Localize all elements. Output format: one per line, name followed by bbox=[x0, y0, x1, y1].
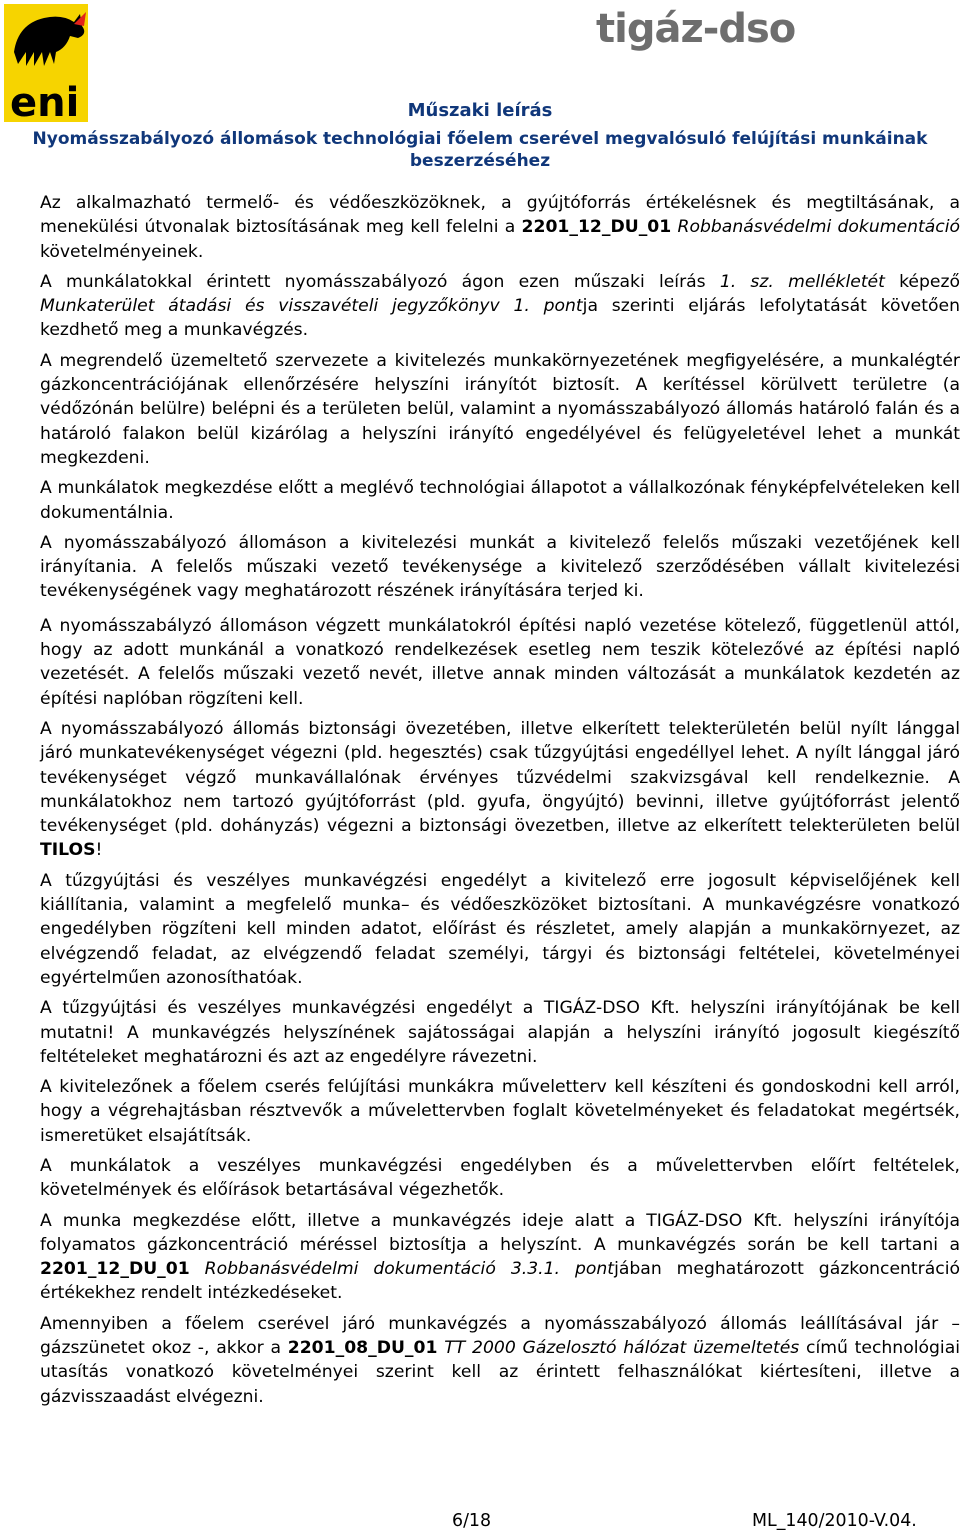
document-title: Műszaki leírás bbox=[407, 100, 553, 121]
paragraph: A nyomásszabályozó állomáson a kivitelezési munkát a kivitelező felelős műszaki vezetőjének kell irányítania. A felelős műszaki vezető tevékenysége a kivitelező szerződésében vállalt kivitelezési tevékenységének vagy meghatározott részének irányítására terjed ki. bbox=[40, 532, 960, 602]
paragraph: A nyomásszabályzó állomáson végzett munkálatokról építési napló vezetése kötelező, függetlenül attól, hogy az adott munkánál a vonatkozó rendelkezések esetleg nem teszik kötelezővé az építési napló vezetését. A felelős műszaki vezető nevét, illetve annak minden változását a munkálatok kezdetén az építési naplóban rögzíteni kell. bbox=[40, 615, 960, 709]
paragraph: A kivitelezőnek a főelem cserés felújítási munkákra műveletterv kell készíteni és gondoskodni kell arról, hogy a végrehajtásban résztvevők a művelettervben foglalt követelményeket és feladatokat megértsék, ismeretüket elsajátítsák. bbox=[40, 1077, 960, 1146]
paragraph: A munkálatok a veszélyes munkavégzési engedélyben és a művelettervben előírt feltételek, követelmények és előírások betartásával végezhetők. bbox=[40, 1155, 960, 1201]
paragraph: A munkálatok megkezdése előtt a meglévő technológiai állapotot a vállalkozónak fényképfelvételeken kell dokumentálnia. bbox=[40, 478, 960, 523]
paragraph: A tűzgyújtási és veszélyes munkavégzési engedélyt a TIGÁZ-DSO Kft. helyszíni irányítójának be kell mutatni! A munkavégzés helyszínének sajátosságai alapján a helyszíni irányító jogosult kiegészítő feltételeket meghatározni és azt az engedélyre rávezetni. bbox=[40, 998, 960, 1067]
document-subtitle-continued: beszerzéséhez bbox=[409, 151, 551, 171]
document-subtitle: Nyomásszabályozó állomások technológiai főelem cserével megvalósuló felújítási munkáinak bbox=[32, 129, 928, 149]
paragraph: A munka megkezdése előtt, illetve a munkavégzés ideje alatt a TIGÁZ-DSO Kft. helyszíni irányítója folyamatos gázkoncentráció méréssel biztosítja a helyszínt. A munkavégzés során be kell tartani a 2201_12_DU_01 Robbanásvédelmi dokumentáció 3.3.1. pontjában meghatározott gázkoncentráció értékekhez rendelt intézkedéseket. bbox=[40, 1210, 960, 1304]
paragraph: A megrendelő üzemeltető szervezete a kivitelezés munkakörnyezetének megfigyelésére, a munkalégtér gázkoncentrációjának ellenőrzésére helyszíni irányítót biztosít. A kerítéssel körülvett területre (a védőzónán belülre) belépni és a területen belül, valamint a nyomásszabályozó állomás határoló falán és a határoló falakon belül kizárólag a helyszíni irányító engedélyével és felügyeletével lehet a munkát megkezdeni. bbox=[40, 350, 960, 468]
paragraph: A munkálatokkal érintett nyomásszabályozó ágon ezen műszaki leírás 1. sz. mellékletét képező Munkaterület átadási és visszavételi jegyzőkönyv 1. pontja szerinti eljárás lefolytatását követően kezdhető meg a munkavégzés. bbox=[40, 271, 960, 341]
tigaz-dso-logo bbox=[596, 4, 796, 54]
document-code: ML_140/2010-V.04. bbox=[752, 1511, 917, 1531]
document-body bbox=[40, 191, 960, 1415]
paragraph: A nyomásszabályozó állomás biztonsági övezetében, illetve elkerített telekterületén belül nyílt lánggal járó munkatevékenységet végezni (pld. hegesztés) csak tűzgyújtási engedéllyel lehet. A nyílt lánggal járó tevékenységet végző munkavállalónak érvényes tűzvédelmi szakvizsgával kell rendelkeznie. A munkálatokhoz nem tartozó gyújtóforrást (pld. gyufa, öngyújtó) bevinni, illetve gyújtóforrást jelentő tevékenységet (pld. dohányzás) végezni a biztonsági övezetben, illetve az elkerített telekterületen belül TILOS! bbox=[40, 718, 960, 861]
paragraph: Az alkalmazható termelő- és védőeszközöknek, a gyújtóforrás értékelésnek és megtiltásának, a menekülési útvonalak biztosításának meg kell felelni a 2201_12_DU_01 Robbanásvédelmi dokumentáció követelményeinek. bbox=[40, 193, 960, 262]
svg-text:tigáz-dso: tigáz-dso bbox=[596, 6, 796, 52]
paragraph: Amennyiben a főelem cserével járó munkavégzés a nyomásszabályozó állomás leállításával jár – gázszünetet okoz -, akkor a 2201_08_DU_01 TT 2000 Gázelosztó hálózat üzemeltetés című technológiai utasítás vonatkozó követelményei szerint kell az érintett felhasználókat kiértesíteni, illetve a gázvisszaadást elvégezni. bbox=[40, 1313, 960, 1407]
svg-text:eni: eni bbox=[10, 80, 80, 122]
page-number: 6/18 bbox=[452, 1511, 492, 1531]
paragraph: A tűzgyújtási és veszélyes munkavégzési engedélyt a kivitelező erre jogosult képviselőjének kell kiállítania, valamint a megfelelő munka– és védőeszközöket biztosítani. A munkavégzésre vonatkozó engedélyben rögzíteni kell minden adatot, előírást és részletet, amely alapján a munkakörnyezet, az elvégzendő feladat, az elvégzendő feladat személyi, tárgyi és biztonsági feltételei, követelményei egyértelműen azonosíthatóak. bbox=[40, 870, 960, 988]
